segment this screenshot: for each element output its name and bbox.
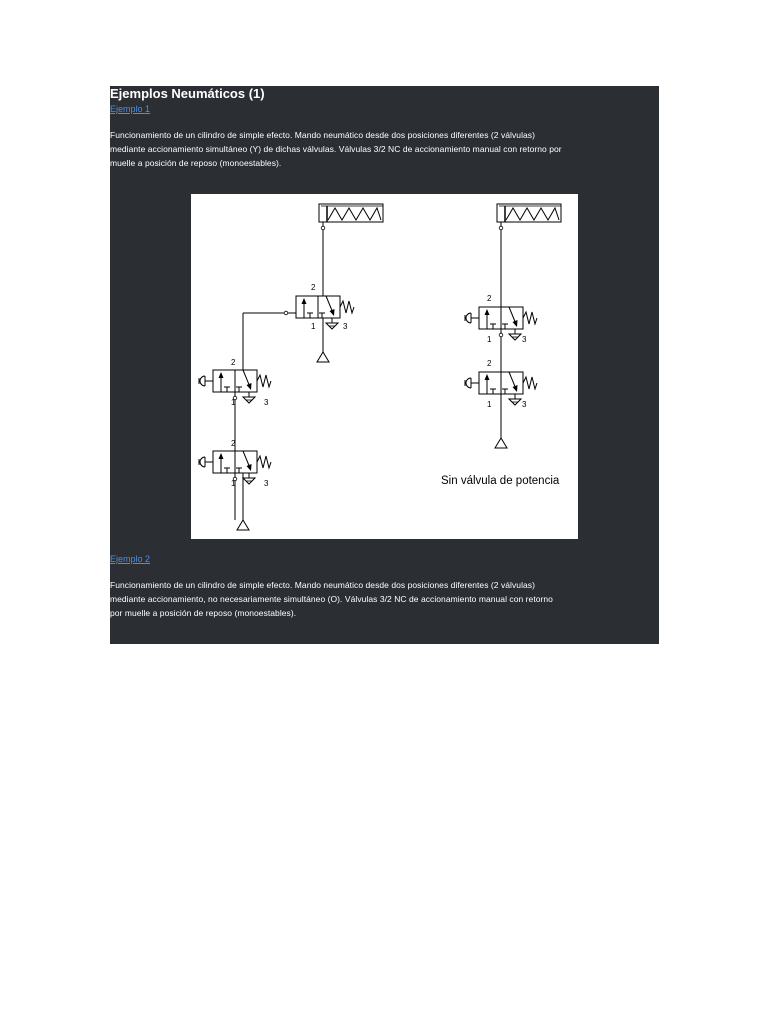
port-label: 2 xyxy=(311,283,316,292)
port-label: 3 xyxy=(522,400,527,409)
example-1-line: mediante accionamiento simultáneo (Y) de dichas válvulas. Válvulas 3/2 NC de accionamiento manual con retorno por xyxy=(110,144,562,154)
port-label: 3 xyxy=(522,335,527,344)
right-circuit xyxy=(465,204,561,448)
left-circuit xyxy=(199,204,383,530)
port-label: 3 xyxy=(264,398,269,407)
example-1-link[interactable]: Ejemplo 1 xyxy=(110,104,151,114)
example-1-description xyxy=(110,128,656,170)
port-label: 2 xyxy=(487,294,492,303)
port-label: 1 xyxy=(487,335,492,344)
example-1-line: muelle a posición de reposo (monoestables). xyxy=(110,158,282,168)
example-1-line: Funcionamiento de un cilindro de simple efecto. Mando neumático desde dos posiciones diferentes (2 válvulas) xyxy=(110,130,535,140)
port-label: 2 xyxy=(231,439,236,448)
port-label: 2 xyxy=(487,359,492,368)
port-label: 1 xyxy=(231,398,236,407)
port-label: 3 xyxy=(343,322,348,331)
port-label: 2 xyxy=(231,358,236,367)
example-2-description xyxy=(110,578,656,620)
example-2-line: Funcionamiento de un cilindro de simple efecto. Mando neumático desde dos posiciones diferentes (2 válvulas) xyxy=(110,580,535,590)
port-label: 1 xyxy=(311,322,316,331)
port-label: 1 xyxy=(231,479,236,488)
diagram-caption: Sin válvula de potencia xyxy=(441,475,560,487)
port-label: 3 xyxy=(264,479,269,488)
pneumatic-circuit-svg xyxy=(191,194,578,539)
page-title: Ejemplos Neumáticos (1) xyxy=(110,86,265,101)
pneumatic-diagram xyxy=(191,194,578,539)
port-label: 1 xyxy=(487,400,492,409)
article-panel xyxy=(110,86,659,644)
example-2-line: mediante accionamiento, no necesariamente simultáneo (O). Válvulas 3/2 NC de accionamiento manual con retorno xyxy=(110,594,553,604)
example-2-link[interactable]: Ejemplo 2 xyxy=(110,554,151,564)
example-2-line: por muelle a posición de reposo (monoestables). xyxy=(110,608,297,618)
